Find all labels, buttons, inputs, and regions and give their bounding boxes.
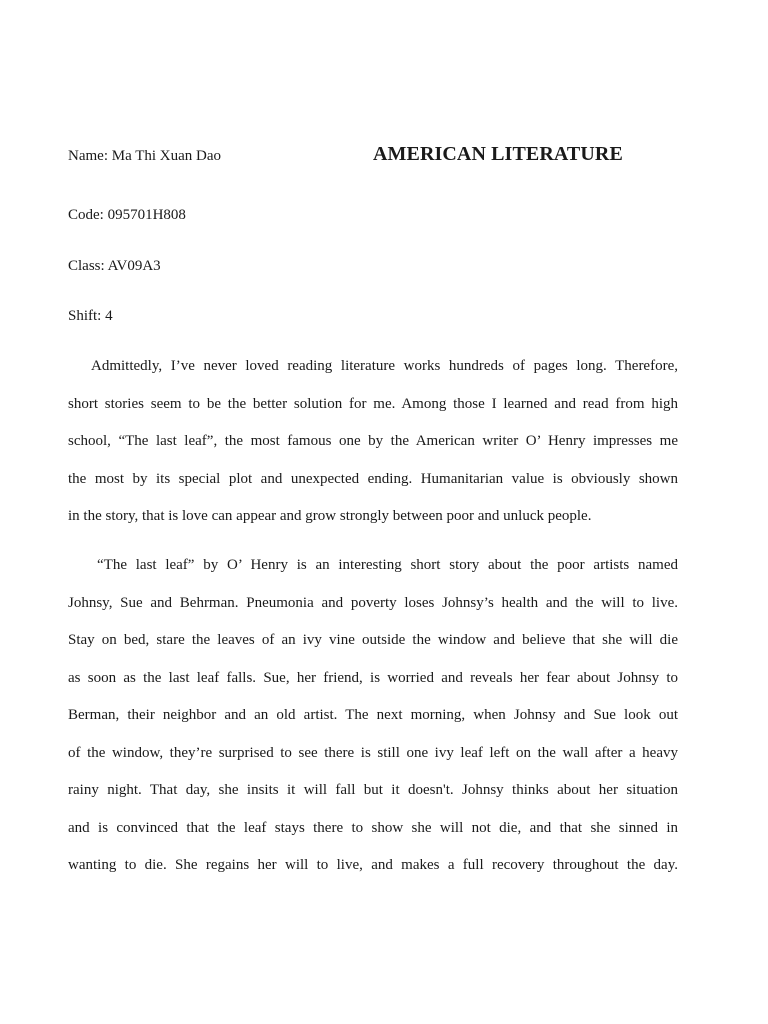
paragraph-intro [68,348,678,536]
paragraph-line: short stories seem to be the better solution for me. Among those I learned and read from high [68,395,678,412]
paragraph-line: the most by its special plot and unexpected ending. Humanitarian value is obviously shown [68,470,678,487]
paragraph-line: school, “The last leaf”, the most famous one by the American writer O’ Henry impresses me [68,433,678,449]
paragraph-line: as soon as the last leaf falls. Sue, her friend, is worried and reveals her fear about Johnsy to [68,669,678,686]
student-code: Code: 095701H808 [68,207,186,223]
paragraph-summary [68,547,678,885]
student-name: Name: Ma Thi Xuan Dao [68,148,222,164]
paragraph-line: Stay on bed, stare the leaves of an ivy vine outside the window and believe that she will die [68,632,678,648]
student-shift: Shift: 4 [68,308,113,324]
paragraph-line: in the story, that is love can appear and grow strongly between poor and unluck people. [68,508,592,524]
student-class: Class: AV09A3 [68,258,161,274]
paragraph-line: “The last leaf” by O’ Henry is an interesting short story about the poor artists named [97,557,678,573]
paragraph-line: Admittedly, I’ve never loved reading literature works hundreds of pages long. Therefore, [91,358,678,374]
paragraph-line: rainy night. That day, she insits it will fall but it doesn't. Johnsy thinks about her situation [68,782,678,798]
paragraph-line: wanting to die. She regains her will to live, and makes a full recovery throughout the day. [68,857,678,873]
paragraph-line: Johnsy, Sue and Behrman. Pneumonia and poverty loses Johnsy’s health and the will to live. [68,594,678,611]
paragraph-line: of the window, they’re surprised to see there is still one ivy leaf left on the wall after a heavy [68,744,678,761]
paragraph-line: and is convinced that the leaf stays there to show she will not die, and that she sinned in [68,819,678,836]
document-title: AMERICAN LITERATURE [373,143,623,165]
paragraph-line: Berman, their neighbor and an old artist. The next morning, when Johnsy and Sue look out [68,707,678,723]
